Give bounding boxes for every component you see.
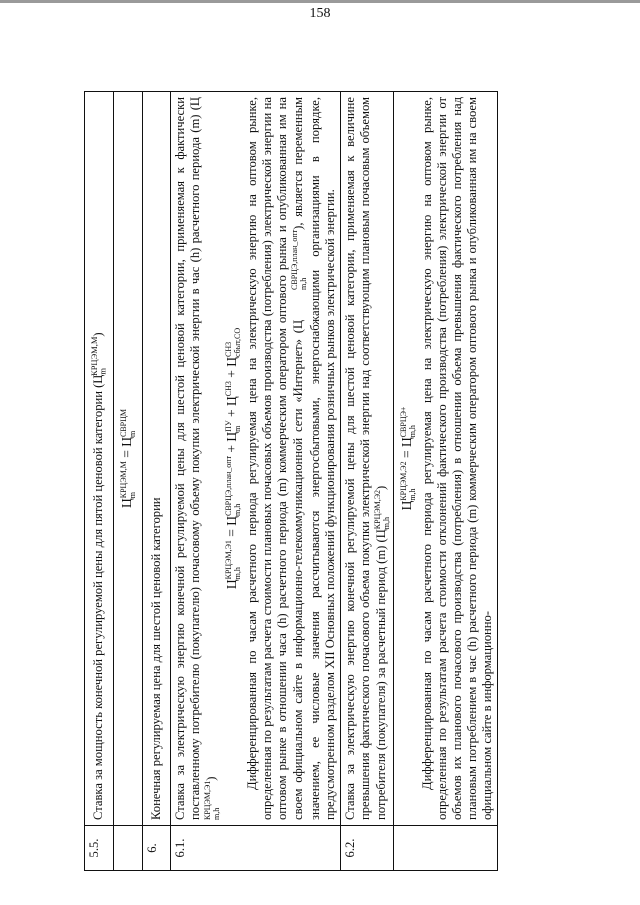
table-row — [340, 92, 393, 871]
row-number: 6. — [142, 826, 170, 871]
table-row — [142, 92, 170, 871]
table-row — [393, 92, 497, 871]
row-intro: Ставка за электрическую энергию конечной регулируемой цены для шестой ценовой категории, применяемая к величине превышения фактического почасового объема покупки электрической энергии над соответствующим плановым почасовым объемом потребителя (покупателя) за расчетный период (m) (Ц КРЦЭМ,Э2 m,h ) — [342, 97, 391, 820]
formula: Ц КРЦЭМ,М m = Ц СВРЦМ m — [118, 409, 137, 508]
row-content — [340, 92, 393, 826]
formula: Ц КРЦЭМ,Э2 m,h = Ц СВРЦЭ+ m,h — [398, 406, 417, 511]
row-number: 5.5. — [85, 826, 114, 871]
formula: Ц КРЦЭМ,Э1 m,h = Ц СВРЦЭ,план_опт m,h + Ц ПУ m + Ц СН3 + Ц СН3 сбыт,СО — [223, 327, 242, 590]
table-row — [170, 92, 340, 871]
formula-cell — [113, 92, 142, 826]
row-content — [170, 92, 340, 826]
row-content — [142, 92, 170, 826]
page-number: 158 — [309, 6, 331, 21]
row-content — [393, 92, 497, 826]
scan-edge — [0, 0, 640, 3]
row-content — [85, 92, 114, 826]
rotated-document — [84, 91, 554, 871]
row-description: Дифференцированная по часам расчетного периода регулируемая цена на электрическую энергию на оптовом рынке, определенная по результатам расчета стоимости отклонений фактического производства (потребления) электрической энергии от объемов их планового почасового производства (потребления) в отношении объема превышения фактического потребления над плановым потреблением в час (h) расчетного периода (m) коммерческим оператором оптового рынка и опубликованная им на своем официальном сайте в информационно- — [419, 97, 494, 820]
row-number: 6.1. — [170, 826, 340, 871]
row-intro: Ставка за электрическую энергию конечной регулируемой цены для шестой ценовой категории, применяемая к фактически поставленному потребителю (покупателю) почасовому объему покупки электрической энергии в час (h) расчетного периода (m) (Ц КРЦЭМ,Э1 m,h ) — [172, 97, 221, 820]
row-description: Дифференцированная по часам расчетного периода регулируемая цена на электрическую энергию на оптовом рынке, определенная по результатам расчета стоимости плановых почасовых объемов производства (потребления) электрической энергии на оптовом рынке в отношении часа (h) расчетного периода (m) коммерческим оператором оптового рынка и опубликованная им на своем официальном сайте в информационно-телекоммуникационной сети «Интернет» (Ц СВРЦЭ,план_опт m,h ), является переменным значением, ее числовые значения рассчитываются энергосбытовыми, энергоснабжающими организациями в порядке, предусмотренном разделом XII Основных положений функционирования розничных рынков электрической энергии. — [244, 96, 337, 820]
row-title: Конечная регулируемая цена для шестой ценовой категории — [148, 497, 163, 820]
tariff-table — [84, 91, 498, 871]
table-row — [113, 92, 142, 871]
table-row — [85, 92, 114, 871]
row-title: Ставка за мощность конечной регулируемой цены для пятой ценовой категории $(Ц_m^{КРЦЭМ,М})$ — [89, 332, 108, 820]
row-number: 6.2. — [340, 826, 393, 871]
